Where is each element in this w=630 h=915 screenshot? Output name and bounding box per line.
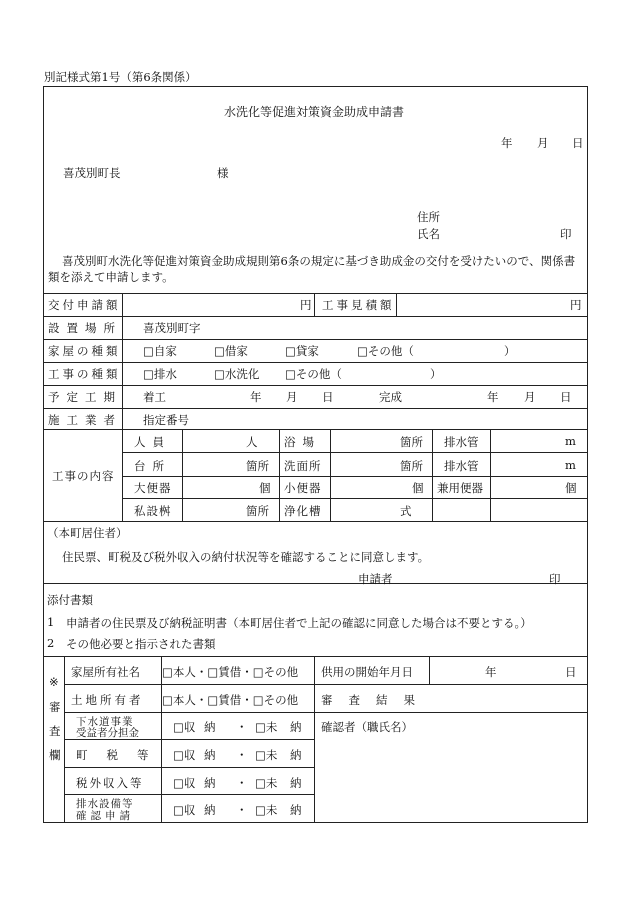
review-side-3: 欄 <box>49 748 61 762</box>
date-month: 月 <box>537 136 549 150</box>
cell-drain1: 排水管 <box>444 435 479 449</box>
name-label: 氏名 <box>417 227 440 241</box>
house-option-lease: □貸家 <box>285 344 319 358</box>
grant-amount-unit: 円 <box>300 298 312 312</box>
cell-urinal-unit: 個 <box>412 481 424 495</box>
location-label: 設置場所 <box>48 321 122 335</box>
review-side-1: 審 <box>49 700 61 714</box>
schedule-end-year: 年 <box>487 390 499 404</box>
house-option-own: □自家 <box>143 344 177 358</box>
town-tax-unpaid: □未 <box>255 748 278 762</box>
date-year: 年 <box>501 136 513 150</box>
house-option-close: ） <box>504 344 516 358</box>
sewer-unpaid: □未 <box>255 720 278 734</box>
work-type-label: 工事の種類 <box>48 367 121 381</box>
town-tax-paid-2: 納 <box>204 748 216 762</box>
non-tax-unpaid-2: 納 <box>290 776 302 790</box>
cell-private-basin: 私設桝 <box>134 504 172 518</box>
town-tax-label: 町税等 <box>76 748 168 762</box>
work-option-flush: □水洗化 <box>214 367 260 381</box>
cell-drain1-unit: m <box>565 434 576 448</box>
cell-washroom-unit: 箇所 <box>400 459 423 473</box>
cell-staff: 人員 <box>134 435 171 449</box>
attachment-1-text: 申請者の住民票及び納税証明書（本町居住者で上記の確認に同意した場合は不要とする。） <box>66 616 532 630</box>
estimate-unit: 円 <box>570 298 582 312</box>
work-option-drain: □排水 <box>143 367 177 381</box>
cell-private-basin-unit: 箇所 <box>246 504 269 518</box>
resident-consent: 住民票、町税及び税外収入の納付状況等を確認することに同意します。 <box>62 550 430 564</box>
review-mark: ※ <box>49 675 59 689</box>
cell-washroom: 洗面所 <box>284 459 322 473</box>
resident-applicant-label: 申請者 <box>358 572 393 586</box>
cell-septic-unit: 式 <box>400 504 412 518</box>
drain-unpaid: □未 <box>255 803 278 817</box>
sewer-burden-label-1: 下水道事業 <box>76 716 134 728</box>
addressee-honorific: 様 <box>217 166 229 180</box>
cell-bath: 浴場 <box>284 435 321 449</box>
non-tax-label: 税外収入等 <box>76 776 144 790</box>
non-tax-sep: ・ <box>236 776 248 790</box>
service-start-year: 年 <box>485 665 497 679</box>
drain-unpaid-2: 納 <box>290 803 302 817</box>
addressee-name: 喜茂別町長 <box>63 166 121 180</box>
non-tax-paid: □収 <box>173 776 196 790</box>
contractor-label: 施工業者 <box>48 413 122 427</box>
house-option-rented: □借家 <box>214 344 248 358</box>
schedule-start-day: 日 <box>322 390 334 404</box>
cell-drain2-unit: m <box>565 458 576 472</box>
town-tax-paid: □収 <box>173 748 196 762</box>
cell-kitchen-unit: 箇所 <box>246 459 269 473</box>
resident-heading: （本町居住者） <box>47 526 128 540</box>
cell-drain2: 排水管 <box>444 459 479 473</box>
house-owner-options: □本人・□賃借・□その他 <box>162 665 299 679</box>
schedule-end-month: 月 <box>524 390 536 404</box>
work-content-label: 工事の内容 <box>52 469 115 483</box>
resident-seal: 印 <box>549 572 561 586</box>
attachment-2-text: その他必要と指示された書類 <box>66 637 216 651</box>
non-tax-unpaid: □未 <box>255 776 278 790</box>
house-owner-label: 家屋所有社名 <box>71 665 140 679</box>
application-form <box>43 86 588 823</box>
contractor-value: 指定番号 <box>143 413 189 427</box>
house-option-other: □その他（ <box>357 344 414 358</box>
review-result-label: 審査結果 <box>321 693 431 707</box>
cell-combo-toilet: 兼用便器 <box>437 481 483 495</box>
schedule-end-day: 日 <box>560 390 572 404</box>
cell-bath-unit: 箇所 <box>400 435 423 449</box>
attachments-heading: 添付書類 <box>47 593 93 607</box>
service-start-label: 供用の開始年月日 <box>321 665 413 679</box>
sewer-sep: ・ <box>236 720 248 734</box>
sewer-paid: □収 <box>173 720 196 734</box>
work-option-close: ） <box>430 367 442 381</box>
sewer-paid-2: 納 <box>204 720 216 734</box>
address-label: 住所 <box>417 210 440 224</box>
intro-text: 喜茂別町水洗化等促進対策資金助成規則第6条の規定に基づき助成金の交付を受けたいので、関係書類を添えて申請します。 <box>48 254 576 284</box>
schedule-end: 完成 <box>379 390 402 404</box>
land-owner-options: □本人・□賃借・□その他 <box>162 693 299 707</box>
sewer-burden-label-2: 受益者分担金 <box>76 727 139 739</box>
attachment-2-num: 2 <box>47 636 55 650</box>
work-option-other: □その他（ <box>285 367 342 381</box>
land-owner-label: 土地所有者 <box>71 693 144 707</box>
attachment-1-num: 1 <box>47 615 55 629</box>
schedule-label: 予定工期 <box>48 390 122 404</box>
checker-label: 確認者（職氏名） <box>321 720 413 734</box>
location-value: 喜茂別町字 <box>143 321 201 335</box>
grant-amount-label: 交付申請額 <box>48 298 121 312</box>
review-side-2: 査 <box>49 724 61 738</box>
estimate-label: 工事見積額 <box>322 298 395 312</box>
schedule-start: 着工 <box>143 390 166 404</box>
cell-combo-toilet-unit: 個 <box>565 481 577 495</box>
sewer-unpaid-2: 納 <box>290 720 302 734</box>
drain-confirm-label-2: 確認申請 <box>76 810 134 822</box>
date-day: 日 <box>572 136 584 150</box>
cell-kitchen: 台所 <box>134 459 171 473</box>
form-title: 水洗化等促進対策資金助成申請書 <box>224 105 405 119</box>
non-tax-paid-2: 納 <box>204 776 216 790</box>
applicant-seal: 印 <box>560 227 572 241</box>
cell-urinal: 小便器 <box>284 481 322 495</box>
drain-confirm-label-1: 排水設備等 <box>76 798 134 810</box>
cell-toilet: 大便器 <box>134 481 172 495</box>
schedule-start-year: 年 <box>250 390 262 404</box>
form-caption: 別記様式第1号（第6条関係） <box>44 70 197 84</box>
drain-paid-2: 納 <box>204 803 216 817</box>
drain-sep: ・ <box>236 803 248 817</box>
town-tax-unpaid-2: 納 <box>290 748 302 762</box>
house-type-label: 家屋の種類 <box>48 344 121 358</box>
service-start-day: 日 <box>565 665 577 679</box>
cell-toilet-unit: 個 <box>259 481 271 495</box>
town-tax-sep: ・ <box>236 748 248 762</box>
drain-paid: □収 <box>173 803 196 817</box>
schedule-start-month: 月 <box>286 390 298 404</box>
cell-staff-unit: 人 <box>246 435 258 449</box>
cell-septic: 浄化槽 <box>284 504 322 518</box>
